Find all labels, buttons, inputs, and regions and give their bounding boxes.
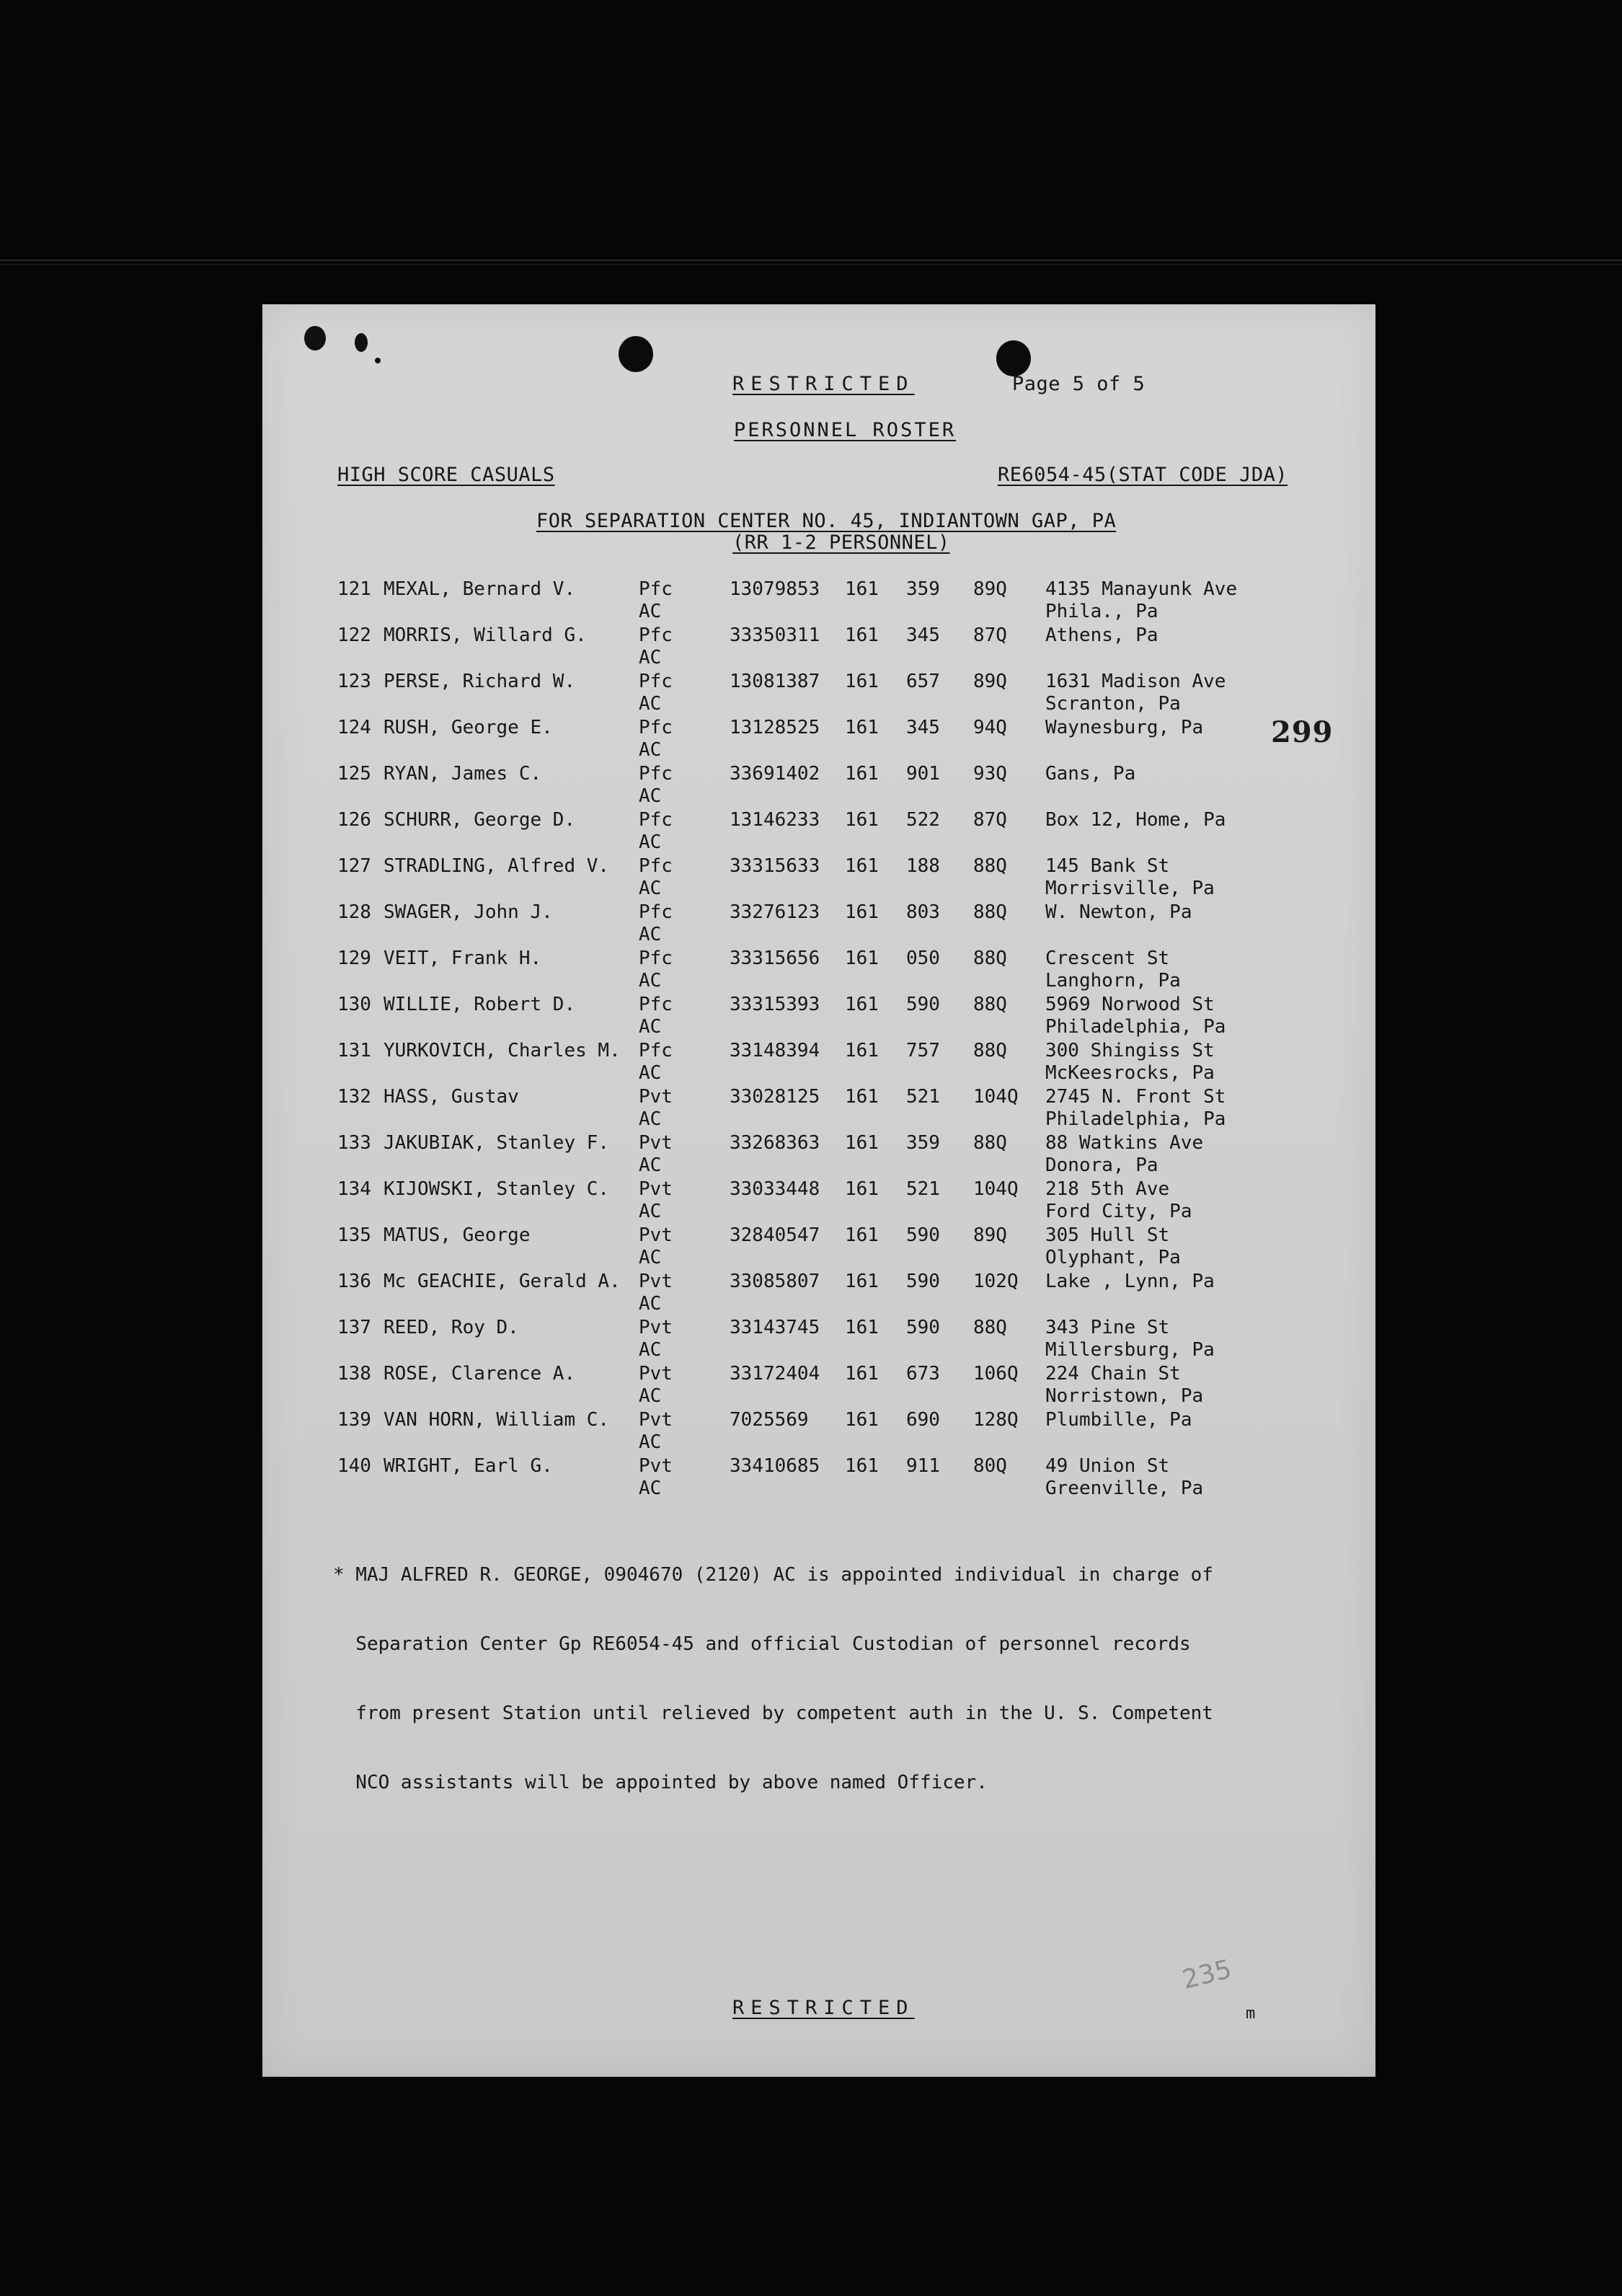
footnote-line: from present Station until relieved by competent auth in the U. S. Competent [333, 1703, 1213, 1724]
table-row [262, 1132, 1375, 1178]
address-line-1: 88 Watkins Ave [1045, 1132, 1204, 1154]
address-line-1: 224 Chain St [1045, 1363, 1181, 1385]
code-a: 161 [845, 1040, 879, 1061]
punch-hole [996, 340, 1031, 376]
table-row [262, 1086, 1375, 1132]
serial-number: 33410685 [730, 1455, 820, 1477]
address-line-1: Waynesburg, Pa [1045, 717, 1204, 738]
score: 88Q [973, 994, 1007, 1015]
rank: Pvt [639, 1455, 673, 1477]
footnote-line: Separation Center Gp RE6054-45 and official Custodian of personnel records [333, 1633, 1191, 1655]
ink-speck [375, 358, 381, 363]
code-b: 188 [906, 855, 940, 877]
row-number: 125 [337, 763, 371, 785]
soldier-name: WRIGHT, Earl G. [384, 1455, 553, 1477]
background-scan-line [0, 260, 1622, 261]
address-line-2: Philadelphia, Pa [1045, 1016, 1226, 1038]
separation-center-line: FOR SEPARATION CENTER NO. 45, INDIANTOWN GAP, PA [536, 510, 1117, 532]
score: 87Q [973, 809, 1007, 831]
roster-title: PERSONNEL ROSTER [734, 419, 957, 441]
address-line-2: Olyphant, Pa [1045, 1247, 1181, 1268]
serial-number: 33691402 [730, 763, 820, 785]
score: 89Q [973, 671, 1007, 692]
serial-number: 7025569 [730, 1409, 809, 1431]
branch: AC [639, 647, 662, 668]
code-b: 590 [906, 1224, 940, 1246]
code-b: 345 [906, 717, 940, 738]
score: 89Q [973, 1224, 1007, 1246]
corner-mark: m [1246, 2005, 1256, 2023]
rank: Pfc [639, 1040, 673, 1061]
address-line-1: 145 Bank St [1045, 855, 1170, 877]
rank: Pfc [639, 809, 673, 831]
soldier-name: MORRIS, Willard G. [384, 624, 587, 646]
soldier-name: SCHURR, George D. [384, 809, 576, 831]
score: 104Q [973, 1086, 1019, 1108]
table-row [262, 578, 1375, 624]
serial-number: 32840547 [730, 1224, 820, 1246]
code-a: 161 [845, 855, 879, 877]
code-a: 161 [845, 624, 879, 646]
branch: AC [639, 1293, 662, 1315]
branch: AC [639, 1154, 662, 1176]
row-number: 121 [337, 578, 371, 600]
table-row [262, 624, 1375, 671]
row-number: 123 [337, 671, 371, 692]
document-page [262, 304, 1375, 2077]
background-scan-line [0, 264, 1622, 265]
score: 106Q [973, 1363, 1019, 1385]
table-row [262, 671, 1375, 717]
address-line-1: Lake , Lynn, Pa [1045, 1271, 1215, 1292]
soldier-name: RYAN, James C. [384, 763, 542, 785]
code-b: 673 [906, 1363, 940, 1385]
code-a: 161 [845, 1178, 879, 1200]
footnote-line: NCO assistants will be appointed by above named Officer. [333, 1772, 988, 1793]
soldier-name: PERSE, Richard W. [384, 671, 576, 692]
score: 94Q [973, 717, 1007, 738]
rank: Pvt [639, 1363, 673, 1385]
branch: AC [639, 1385, 662, 1407]
table-row [262, 717, 1375, 763]
score: 88Q [973, 1317, 1007, 1338]
branch: AC [639, 601, 662, 622]
serial-number: 33315633 [730, 855, 820, 877]
soldier-name: Mc GEACHIE, Gerald A. [384, 1271, 621, 1292]
restricted-header: RESTRICTED [732, 373, 915, 395]
code-a: 161 [845, 717, 879, 738]
row-number: 127 [337, 855, 371, 877]
table-row [262, 994, 1375, 1040]
code-b: 522 [906, 809, 940, 831]
address-line-1: Box 12, Home, Pa [1045, 809, 1226, 831]
table-row [262, 901, 1375, 948]
table-row [262, 1317, 1375, 1363]
code-a: 161 [845, 1455, 879, 1477]
code-a: 161 [845, 809, 879, 831]
soldier-name: YURKOVICH, Charles M. [384, 1040, 621, 1061]
serial-number: 33033448 [730, 1178, 820, 1200]
address-line-1: Crescent St [1045, 948, 1170, 969]
branch: AC [639, 1201, 662, 1222]
soldier-name: VAN HORN, William C. [384, 1409, 610, 1431]
address-line-1: Athens, Pa [1045, 624, 1158, 646]
soldier-name: MATUS, George [384, 1224, 531, 1246]
code-b: 590 [906, 1271, 940, 1292]
score: 89Q [973, 578, 1007, 600]
unit-code-right: RE6054-45(STAT CODE JDA) [998, 464, 1288, 486]
rank: Pfc [639, 671, 673, 692]
address-line-2: Langhorn, Pa [1045, 970, 1181, 992]
code-a: 161 [845, 1409, 879, 1431]
code-a: 161 [845, 901, 879, 923]
serial-number: 13128525 [730, 717, 820, 738]
serial-number: 13146233 [730, 809, 820, 831]
code-b: 359 [906, 578, 940, 600]
branch: AC [639, 1016, 662, 1038]
code-b: 657 [906, 671, 940, 692]
soldier-name: REED, Roy D. [384, 1317, 519, 1338]
code-a: 161 [845, 1363, 879, 1385]
serial-number: 33350311 [730, 624, 820, 646]
code-b: 901 [906, 763, 940, 785]
restricted-footer: RESTRICTED [732, 1997, 915, 2019]
pencil-page-number: 235 [1179, 1954, 1235, 1995]
table-row [262, 1040, 1375, 1086]
row-number: 129 [337, 948, 371, 969]
ink-blot [304, 326, 326, 350]
footnote-line: * MAJ ALFRED R. GEORGE, 0904670 (2120) AC is appointed individual in charge of [333, 1564, 1213, 1586]
row-number: 128 [337, 901, 371, 923]
code-b: 803 [906, 901, 940, 923]
rank: Pfc [639, 763, 673, 785]
address-line-2: Millersburg, Pa [1045, 1339, 1215, 1361]
branch: AC [639, 1431, 662, 1453]
soldier-name: JAKUBIAK, Stanley F. [384, 1132, 610, 1154]
soldier-name: ROSE, Clarence A. [384, 1363, 576, 1385]
page-indicator: Page 5 of 5 [1012, 373, 1145, 395]
row-number: 122 [337, 624, 371, 646]
soldier-name: SWAGER, John J. [384, 901, 553, 923]
rank: Pvt [639, 1224, 673, 1246]
serial-number: 33315656 [730, 948, 820, 969]
code-a: 161 [845, 1271, 879, 1292]
row-number: 134 [337, 1178, 371, 1200]
soldier-name: KIJOWSKI, Stanley C. [384, 1178, 610, 1200]
rank: Pvt [639, 1409, 673, 1431]
score: 104Q [973, 1178, 1019, 1200]
row-number: 132 [337, 1086, 371, 1108]
serial-number: 33276123 [730, 901, 820, 923]
serial-number: 33315393 [730, 994, 820, 1015]
serial-number: 33172404 [730, 1363, 820, 1385]
code-a: 161 [845, 1224, 879, 1246]
row-number: 135 [337, 1224, 371, 1246]
table-row [262, 1363, 1375, 1409]
row-number: 124 [337, 717, 371, 738]
score: 88Q [973, 948, 1007, 969]
score: 88Q [973, 855, 1007, 877]
table-row [262, 948, 1375, 994]
branch: AC [639, 1339, 662, 1361]
branch: AC [639, 693, 662, 715]
personnel-subline: (RR 1-2 PERSONNEL) [732, 531, 950, 554]
table-row [262, 809, 1375, 855]
rank: Pfc [639, 994, 673, 1015]
serial-number: 33028125 [730, 1086, 820, 1108]
address-line-1: 305 Hull St [1045, 1224, 1170, 1246]
branch: AC [639, 1247, 662, 1268]
score: 128Q [973, 1409, 1019, 1431]
row-number: 131 [337, 1040, 371, 1061]
address-line-1: 2745 N. Front St [1045, 1086, 1226, 1108]
row-number: 136 [337, 1271, 371, 1292]
rank: Pfc [639, 717, 673, 738]
score: 88Q [973, 901, 1007, 923]
branch: AC [639, 739, 662, 761]
address-line-2: Scranton, Pa [1045, 693, 1181, 715]
rank: Pfc [639, 948, 673, 969]
serial-number: 33268363 [730, 1132, 820, 1154]
rank: Pvt [639, 1086, 673, 1108]
code-a: 161 [845, 1086, 879, 1108]
branch: AC [639, 878, 662, 899]
code-b: 590 [906, 1317, 940, 1338]
branch: AC [639, 831, 662, 853]
soldier-name: HASS, Gustav [384, 1086, 519, 1108]
address-line-1: 218 5th Ave [1045, 1178, 1170, 1200]
branch: AC [639, 1478, 662, 1499]
address-line-2: Norristown, Pa [1045, 1385, 1204, 1407]
row-number: 133 [337, 1132, 371, 1154]
code-a: 161 [845, 763, 879, 785]
soldier-name: VEIT, Frank H. [384, 948, 542, 969]
address-line-1: Gans, Pa [1045, 763, 1136, 785]
rank: Pfc [639, 578, 673, 600]
address-line-1: 300 Shingiss St [1045, 1040, 1215, 1061]
table-row [262, 763, 1375, 809]
soldier-name: MEXAL, Bernard V. [384, 578, 576, 600]
address-line-2: Greenville, Pa [1045, 1478, 1204, 1499]
address-line-1: 4135 Manayunk Ave [1045, 578, 1238, 600]
code-b: 590 [906, 994, 940, 1015]
rank: Pvt [639, 1132, 673, 1154]
address-line-1: W. Newton, Pa [1045, 901, 1192, 923]
table-row [262, 1409, 1375, 1455]
table-row [262, 1178, 1375, 1224]
code-a: 161 [845, 578, 879, 600]
rank: Pvt [639, 1178, 673, 1200]
score: 80Q [973, 1455, 1007, 1477]
table-row [262, 1271, 1375, 1317]
branch: AC [639, 970, 662, 992]
address-line-1: 343 Pine St [1045, 1317, 1170, 1338]
ink-blot [355, 333, 368, 352]
code-b: 359 [906, 1132, 940, 1154]
branch: AC [639, 1062, 662, 1084]
address-line-1: 1631 Madison Ave [1045, 671, 1226, 692]
table-row [262, 1455, 1375, 1501]
rank: Pfc [639, 855, 673, 877]
code-a: 161 [845, 994, 879, 1015]
address-line-1: 49 Union St [1045, 1455, 1170, 1477]
code-a: 161 [845, 948, 879, 969]
footnote [333, 1517, 1263, 1840]
address-line-2: Donora, Pa [1045, 1154, 1158, 1176]
branch: AC [639, 785, 662, 807]
address-line-1: Plumbille, Pa [1045, 1409, 1192, 1431]
score: 93Q [973, 763, 1007, 785]
address-line-2: Ford City, Pa [1045, 1201, 1192, 1222]
row-number: 140 [337, 1455, 371, 1477]
serial-number: 33143745 [730, 1317, 820, 1338]
address-line-2: McKeesrocks, Pa [1045, 1062, 1215, 1084]
page-stamp-number: 299 [1271, 715, 1334, 749]
address-line-2: Phila., Pa [1045, 601, 1158, 622]
serial-number: 13081387 [730, 671, 820, 692]
soldier-name: WILLIE, Robert D. [384, 994, 576, 1015]
address-line-2: Morrisville, Pa [1045, 878, 1215, 899]
code-b: 050 [906, 948, 940, 969]
code-b: 757 [906, 1040, 940, 1061]
punch-hole [619, 336, 653, 372]
code-b: 911 [906, 1455, 940, 1477]
rank: Pvt [639, 1317, 673, 1338]
row-number: 137 [337, 1317, 371, 1338]
row-number: 139 [337, 1409, 371, 1431]
score: 88Q [973, 1040, 1007, 1061]
code-b: 690 [906, 1409, 940, 1431]
soldier-name: STRADLING, Alfred V. [384, 855, 610, 877]
rank: Pfc [639, 624, 673, 646]
score: 88Q [973, 1132, 1007, 1154]
branch: AC [639, 924, 662, 945]
serial-number: 33148394 [730, 1040, 820, 1061]
code-b: 345 [906, 624, 940, 646]
serial-number: 13079853 [730, 578, 820, 600]
row-number: 130 [337, 994, 371, 1015]
rank: Pfc [639, 901, 673, 923]
code-a: 161 [845, 1317, 879, 1338]
code-a: 161 [845, 1132, 879, 1154]
code-a: 161 [845, 671, 879, 692]
code-b: 521 [906, 1178, 940, 1200]
address-line-2: Philadelphia, Pa [1045, 1108, 1226, 1130]
rank: Pvt [639, 1271, 673, 1292]
soldier-name: RUSH, George E. [384, 717, 553, 738]
row-number: 138 [337, 1363, 371, 1385]
serial-number: 33085807 [730, 1271, 820, 1292]
table-row [262, 1224, 1375, 1271]
score: 87Q [973, 624, 1007, 646]
branch: AC [639, 1108, 662, 1130]
code-b: 521 [906, 1086, 940, 1108]
row-number: 126 [337, 809, 371, 831]
address-line-1: 5969 Norwood St [1045, 994, 1215, 1015]
unit-label-left: HIGH SCORE CASUALS [337, 464, 555, 486]
table-row [262, 855, 1375, 901]
score: 102Q [973, 1271, 1019, 1292]
